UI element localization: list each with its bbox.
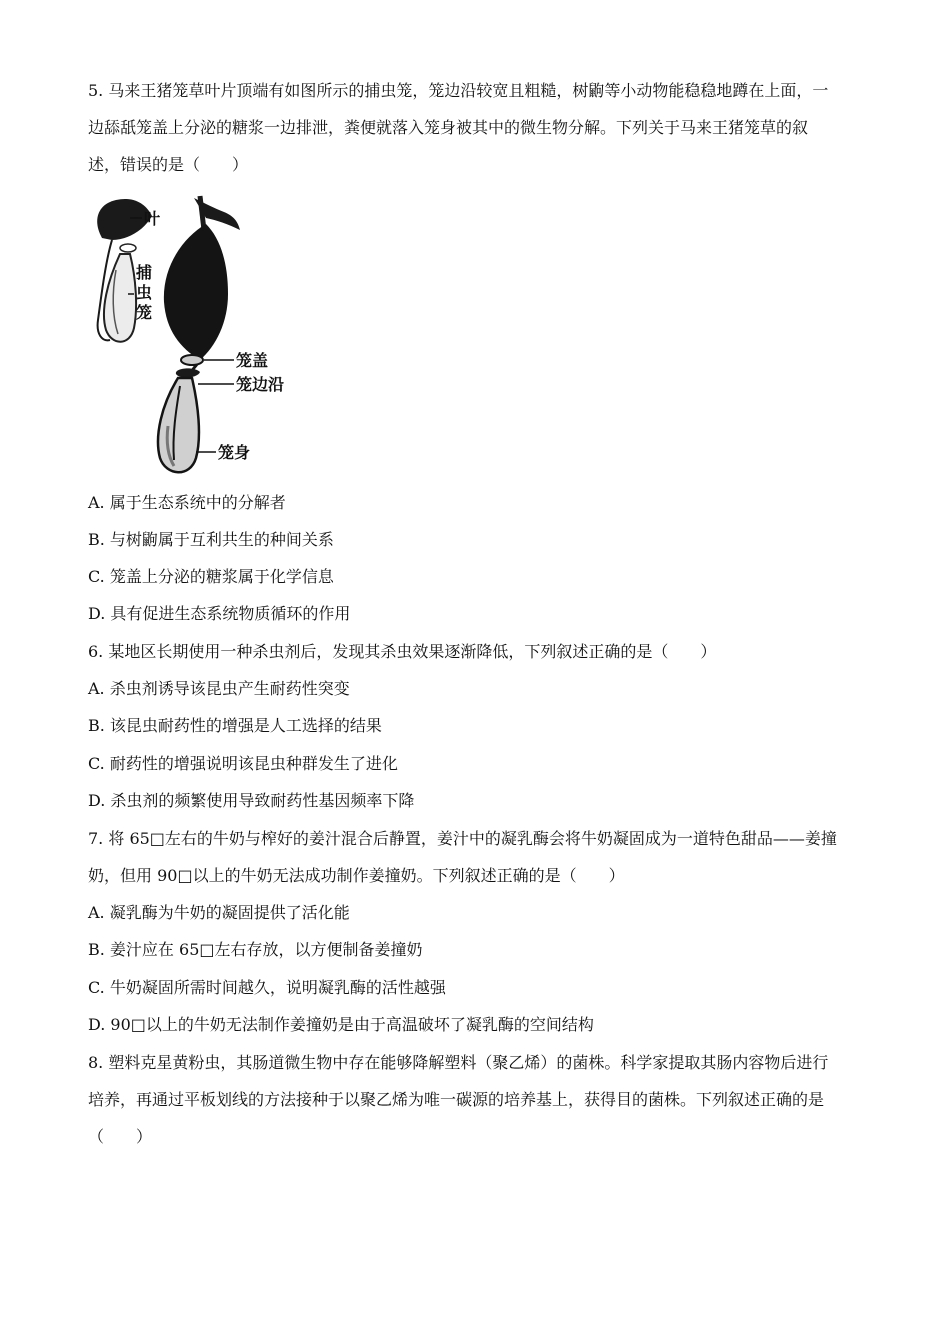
small-trap-shape <box>104 254 136 342</box>
q6-stem: 6. 某地区长期使用一种杀虫剂后，发现其杀虫效果逐渐降低，下列叙述正确的是（ ） <box>88 642 717 661</box>
small-trap-lid-shape <box>120 244 136 252</box>
q5-option-b: B. 与树鼩属于互利共生的种间关系 <box>88 530 334 549</box>
rim-shape <box>176 368 200 377</box>
label-body: 笼身 <box>218 443 251 462</box>
main-leaf-shape <box>164 224 228 360</box>
q6-option-c: C. 耐药性的增强说明该昆虫种群发生了进化 <box>88 754 398 773</box>
q7-stem-line2: 奶，但用 90□以上的牛奶无法成功制作姜撞奶。下列叙述正确的是（ ） <box>88 866 625 885</box>
q8-stem-line1: 8. 塑料克星黄粉虫，其肠道微生物中存在能够降解塑料（聚乙烯）的菌株。科学家提取其肠内容物后进行 <box>88 1053 829 1072</box>
lid-shape <box>181 355 203 365</box>
pitcher-plant-figure <box>88 190 300 482</box>
label-leaf: 叶 <box>144 209 161 228</box>
q6-option-a: A. 杀虫剂诱导该昆虫产生耐药性突变 <box>88 679 350 698</box>
label-trap-3: 笼 <box>136 303 153 322</box>
q7-option-b: B. 姜汁应在 65□左右存放，以方便制备姜撞奶 <box>88 940 423 959</box>
pitcher-plant-illustration <box>88 190 300 482</box>
q7-option-a: A. 凝乳酶为牛奶的凝固提供了活化能 <box>88 903 350 922</box>
q7-option-c: C. 牛奶凝固所需时间越久，说明凝乳酶的活性越强 <box>88 978 446 997</box>
q7-stem-line1: 7. 将 65□左右的牛奶与榨好的姜汁混合后静置，姜汁中的凝乳酶会将牛奶凝固成为一道特色甜品——姜撞 <box>88 829 837 848</box>
q8-stem-line3: （ ） <box>88 1127 153 1146</box>
q6-option-b: B. 该昆虫耐药性的增强是人工选择的结果 <box>88 716 382 735</box>
label-trap-2: 虫 <box>136 283 153 302</box>
q5-stem-line1: 5. 马来王猪笼草叶片顶端有如图所示的捕虫笼，笼边沿较宽且粗糙，树鼩等小动物能稳稳地蹲在上面，一 <box>88 81 829 100</box>
label-trap-1: 捕 <box>136 263 153 282</box>
stem-line <box>200 196 204 230</box>
label-lid: 笼盖 <box>236 351 269 370</box>
q5-stem-line3: 述，错误的是（ ） <box>88 155 249 174</box>
label-rim: 笼边沿 <box>236 375 285 394</box>
q8-stem-line2: 培养，再通过平板划线的方法接种于以聚乙烯为唯一碳源的培养基上，获得目的菌株。下列叙述正确的是 <box>88 1090 825 1109</box>
q7-option-d: D. 90□以上的牛奶无法制作姜撞奶是由于高温破坏了凝乳酶的空间结构 <box>88 1015 594 1034</box>
q5-option-d: D. 具有促进生态系统物质循环的作用 <box>88 604 351 623</box>
q6-option-d: D. 杀虫剂的频繁使用导致耐药性基因频率下降 <box>88 791 415 810</box>
q5-option-a: A. 属于生态系统中的分解者 <box>88 493 286 512</box>
q5-stem-line2: 边舔舐笼盖上分泌的糖浆一边排泄，粪便就落入笼身被其中的微生物分解。下列关于马来王猪笼草的叙 <box>88 118 809 137</box>
q5-option-c: C. 笼盖上分泌的糖浆属于化学信息 <box>88 567 334 586</box>
